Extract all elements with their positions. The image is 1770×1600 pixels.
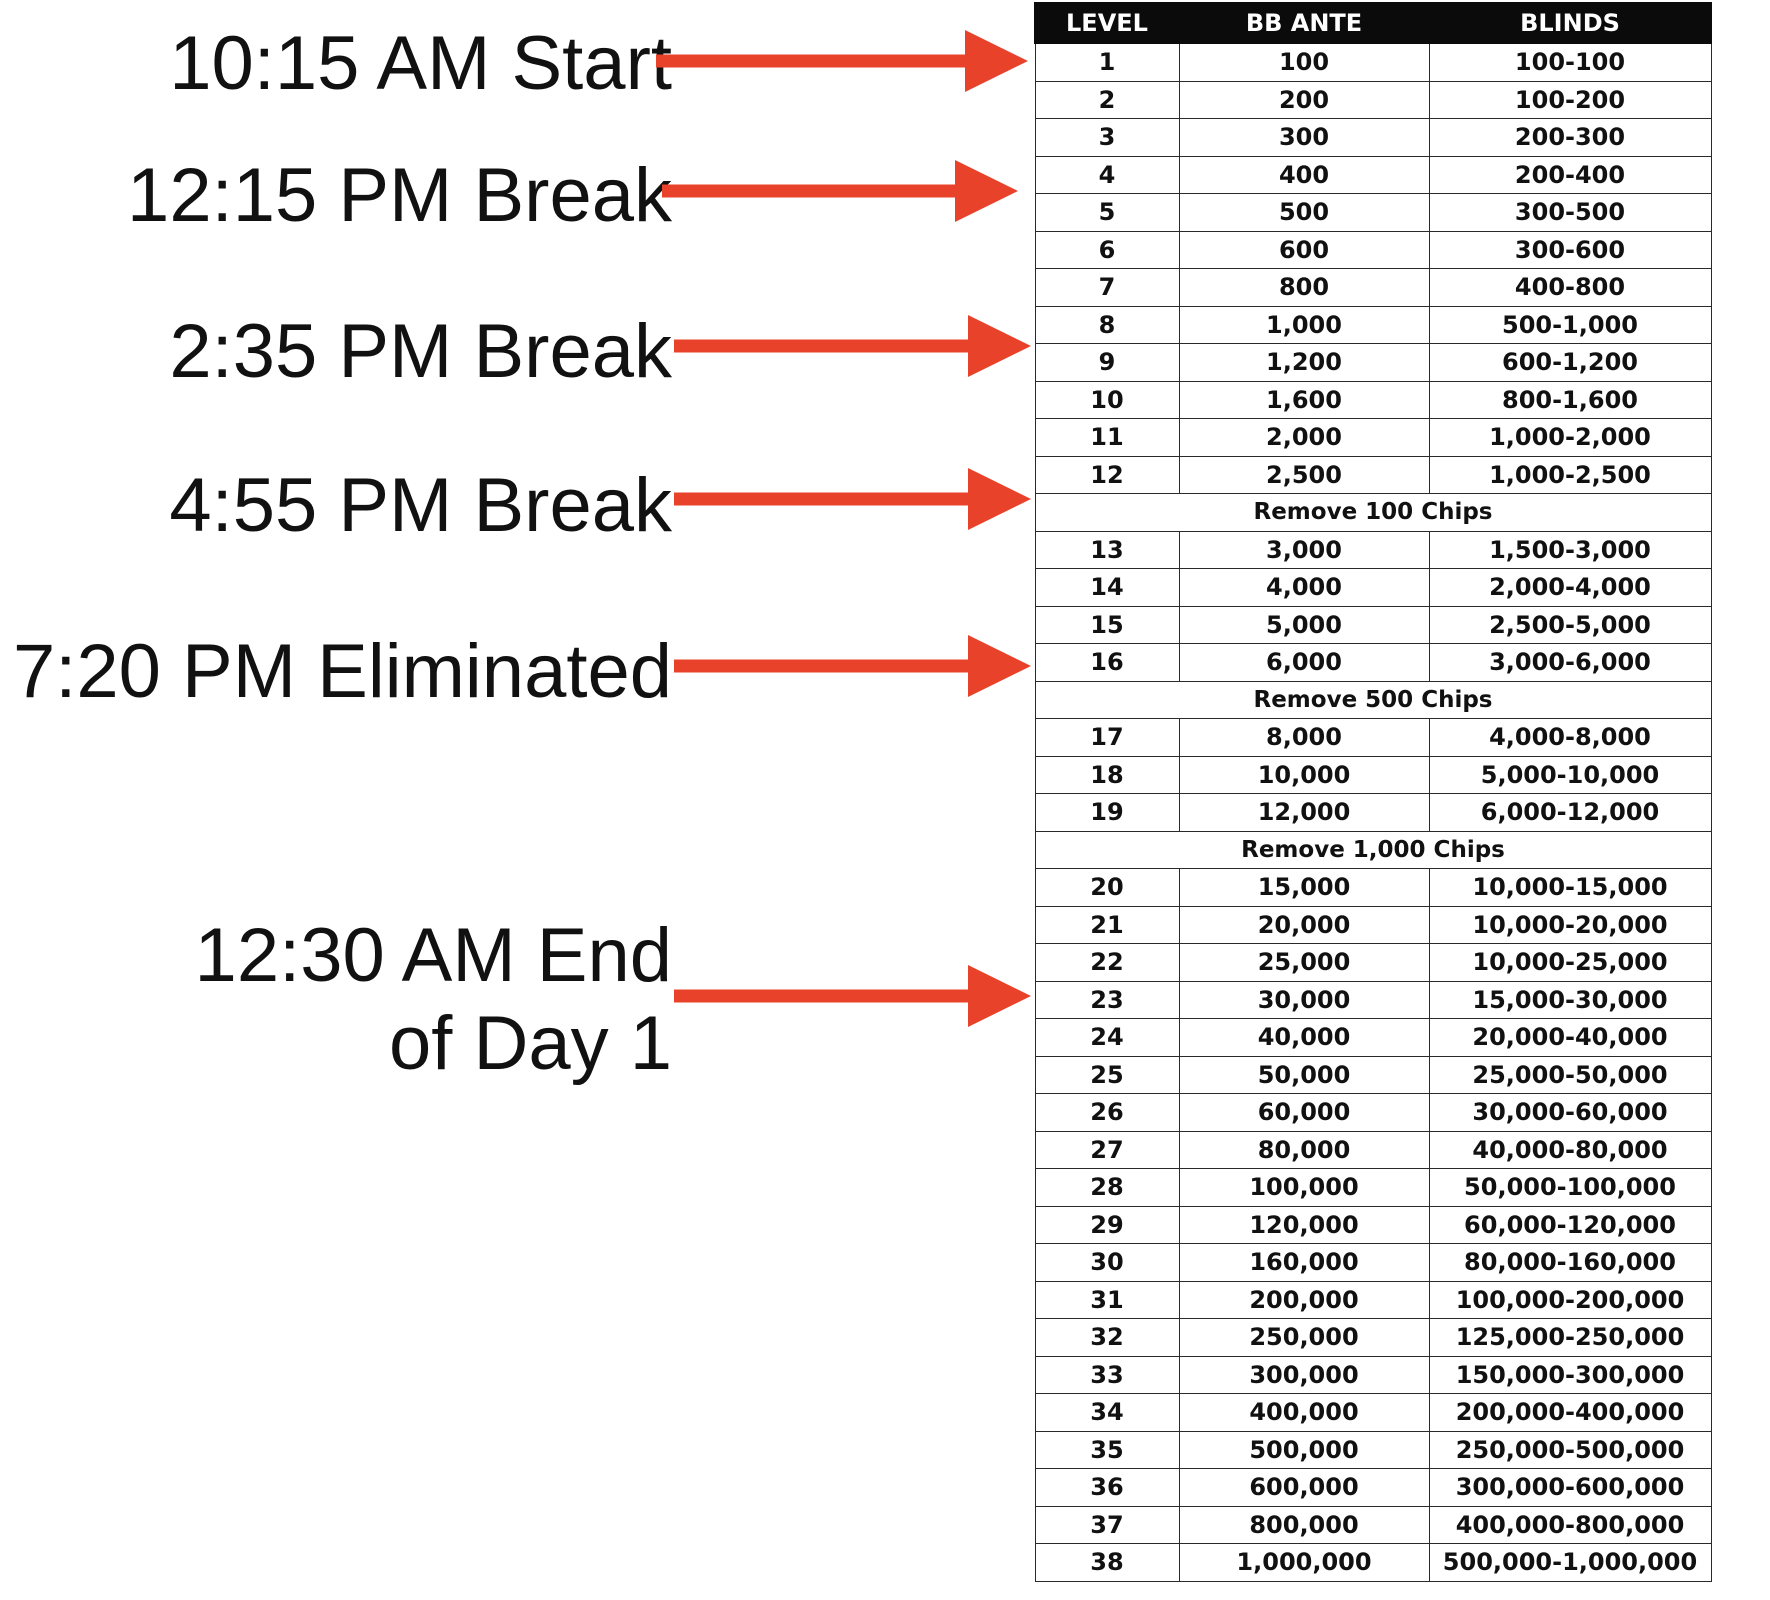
level-cell: 23 — [1035, 981, 1179, 1019]
blinds-cell: 150,000-300,000 — [1429, 1356, 1711, 1394]
table-row — [1035, 119, 1711, 157]
level-cell: 11 — [1035, 419, 1179, 457]
chip-removal-row — [1035, 494, 1711, 532]
level-cell: 8 — [1035, 306, 1179, 344]
level-cell: 14 — [1035, 569, 1179, 607]
blinds-cell: 5,000-10,000 — [1429, 756, 1711, 794]
table-row — [1035, 1131, 1711, 1169]
blinds-cell: 60,000-120,000 — [1429, 1206, 1711, 1244]
bb-ante-cell: 3,000 — [1179, 531, 1429, 569]
level-cell: 15 — [1035, 606, 1179, 644]
chip-removal-row — [1035, 681, 1711, 719]
blinds-cell: 3,000-6,000 — [1429, 644, 1711, 682]
blinds-cell: 200-400 — [1429, 156, 1711, 194]
annotation-break-1: 12:15 PM Break — [127, 153, 672, 238]
bb-ante-cell: 1,600 — [1179, 381, 1429, 419]
header-blinds: BLINDS — [1429, 3, 1711, 43]
level-cell: 1 — [1035, 43, 1179, 81]
level-cell: 17 — [1035, 719, 1179, 757]
bb-ante-cell: 20,000 — [1179, 906, 1429, 944]
table-row — [1035, 419, 1711, 457]
blinds-cell: 1,000-2,500 — [1429, 456, 1711, 494]
bb-ante-cell: 6,000 — [1179, 644, 1429, 682]
blinds-cell: 800-1,600 — [1429, 381, 1711, 419]
level-cell: 13 — [1035, 531, 1179, 569]
table-body — [1035, 43, 1711, 1581]
blinds-cell: 400-800 — [1429, 269, 1711, 307]
level-cell: 4 — [1035, 156, 1179, 194]
table-row — [1035, 306, 1711, 344]
table-row — [1035, 719, 1711, 757]
table-row — [1035, 344, 1711, 382]
bb-ante-cell: 500,000 — [1179, 1431, 1429, 1469]
blinds-cell: 250,000-500,000 — [1429, 1431, 1711, 1469]
bb-ante-cell: 80,000 — [1179, 1131, 1429, 1169]
bb-ante-cell: 600 — [1179, 231, 1429, 269]
blinds-cell: 10,000-25,000 — [1429, 944, 1711, 982]
blinds-cell: 200-300 — [1429, 119, 1711, 157]
bb-ante-cell: 10,000 — [1179, 756, 1429, 794]
level-cell: 25 — [1035, 1056, 1179, 1094]
table-row — [1035, 1469, 1711, 1507]
level-cell: 6 — [1035, 231, 1179, 269]
level-cell: 5 — [1035, 194, 1179, 232]
table-row — [1035, 644, 1711, 682]
table-row — [1035, 269, 1711, 307]
annotation-eliminated: 7:20 PM Eliminated — [13, 629, 672, 714]
level-cell: 2 — [1035, 81, 1179, 119]
table-row — [1035, 1319, 1711, 1357]
arrow-break-2 — [674, 315, 1031, 377]
table-row — [1035, 43, 1711, 81]
blinds-cell: 600-1,200 — [1429, 344, 1711, 382]
blinds-cell: 20,000-40,000 — [1429, 1019, 1711, 1057]
level-cell: 22 — [1035, 944, 1179, 982]
level-cell: 31 — [1035, 1281, 1179, 1319]
blinds-cell: 100,000-200,000 — [1429, 1281, 1711, 1319]
blinds-cell: 500-1,000 — [1429, 306, 1711, 344]
bb-ante-cell: 800 — [1179, 269, 1429, 307]
table-row — [1035, 1431, 1711, 1469]
table-row — [1035, 381, 1711, 419]
blinds-cell: 30,000-60,000 — [1429, 1094, 1711, 1132]
bb-ante-cell: 400,000 — [1179, 1394, 1429, 1432]
blinds-cell: 200,000-400,000 — [1429, 1394, 1711, 1432]
blind-schedule-table — [1034, 2, 1712, 1582]
table-row — [1035, 456, 1711, 494]
level-cell: 37 — [1035, 1506, 1179, 1544]
level-cell: 16 — [1035, 644, 1179, 682]
level-cell: 3 — [1035, 119, 1179, 157]
level-cell: 12 — [1035, 456, 1179, 494]
bb-ante-cell: 250,000 — [1179, 1319, 1429, 1357]
table-row — [1035, 1244, 1711, 1282]
blinds-cell: 300,000-600,000 — [1429, 1469, 1711, 1507]
blinds-cell: 10,000-15,000 — [1429, 869, 1711, 907]
bb-ante-cell: 300 — [1179, 119, 1429, 157]
blinds-cell: 25,000-50,000 — [1429, 1056, 1711, 1094]
bb-ante-cell: 600,000 — [1179, 1469, 1429, 1507]
bb-ante-cell: 200,000 — [1179, 1281, 1429, 1319]
bb-ante-cell: 5,000 — [1179, 606, 1429, 644]
bb-ante-cell: 2,500 — [1179, 456, 1429, 494]
bb-ante-cell: 300,000 — [1179, 1356, 1429, 1394]
blinds-cell: 1,500-3,000 — [1429, 531, 1711, 569]
level-cell: 36 — [1035, 1469, 1179, 1507]
table-row — [1035, 756, 1711, 794]
chip-removal-row — [1035, 831, 1711, 869]
chip-removal-note: Remove 500 Chips — [1035, 681, 1711, 719]
blinds-cell: 2,500-5,000 — [1429, 606, 1711, 644]
blinds-cell: 300-600 — [1429, 231, 1711, 269]
table-row — [1035, 1019, 1711, 1057]
level-cell: 26 — [1035, 1094, 1179, 1132]
chip-removal-note: Remove 1,000 Chips — [1035, 831, 1711, 869]
table-row — [1035, 1056, 1711, 1094]
bb-ante-cell: 50,000 — [1179, 1056, 1429, 1094]
blinds-cell: 300-500 — [1429, 194, 1711, 232]
bb-ante-cell: 25,000 — [1179, 944, 1429, 982]
arrow-eliminated — [674, 635, 1031, 697]
blinds-cell: 100-100 — [1429, 43, 1711, 81]
table-row — [1035, 1169, 1711, 1207]
level-cell: 27 — [1035, 1131, 1179, 1169]
level-cell: 20 — [1035, 869, 1179, 907]
level-cell: 38 — [1035, 1544, 1179, 1582]
table-row — [1035, 531, 1711, 569]
arrow-start — [656, 30, 1028, 92]
bb-ante-cell: 200 — [1179, 81, 1429, 119]
table-row — [1035, 606, 1711, 644]
blinds-cell: 2,000-4,000 — [1429, 569, 1711, 607]
blinds-cell: 80,000-160,000 — [1429, 1244, 1711, 1282]
table-row — [1035, 1281, 1711, 1319]
blinds-cell: 6,000-12,000 — [1429, 794, 1711, 832]
bb-ante-cell: 8,000 — [1179, 719, 1429, 757]
level-cell: 18 — [1035, 756, 1179, 794]
blinds-cell: 15,000-30,000 — [1429, 981, 1711, 1019]
blinds-cell: 10,000-20,000 — [1429, 906, 1711, 944]
blinds-cell: 125,000-250,000 — [1429, 1319, 1711, 1357]
annotation-end-line-1: 12:30 AM End — [194, 913, 672, 998]
level-cell: 32 — [1035, 1319, 1179, 1357]
bb-ante-cell: 1,000,000 — [1179, 1544, 1429, 1582]
table-row — [1035, 1356, 1711, 1394]
bb-ante-cell: 60,000 — [1179, 1094, 1429, 1132]
bb-ante-cell: 12,000 — [1179, 794, 1429, 832]
bb-ante-cell: 100 — [1179, 43, 1429, 81]
table-header-row — [1035, 3, 1711, 43]
blinds-cell: 400,000-800,000 — [1429, 1506, 1711, 1544]
arrow-break-1 — [662, 160, 1018, 222]
arrow-break-3 — [674, 468, 1031, 530]
bb-ante-cell: 400 — [1179, 156, 1429, 194]
table-row — [1035, 194, 1711, 232]
arrow-end-of-day — [674, 965, 1031, 1027]
bb-ante-cell: 160,000 — [1179, 1244, 1429, 1282]
bb-ante-cell: 2,000 — [1179, 419, 1429, 457]
bb-ante-cell: 500 — [1179, 194, 1429, 232]
annotation-break-2: 2:35 PM Break — [169, 309, 672, 394]
bb-ante-cell: 40,000 — [1179, 1019, 1429, 1057]
annotation-start: 10:15 AM Start — [169, 21, 672, 106]
level-cell: 19 — [1035, 794, 1179, 832]
chip-removal-note: Remove 100 Chips — [1035, 494, 1711, 532]
table-row — [1035, 981, 1711, 1019]
bb-ante-cell: 4,000 — [1179, 569, 1429, 607]
bb-ante-cell: 1,200 — [1179, 344, 1429, 382]
level-cell: 30 — [1035, 1244, 1179, 1282]
level-cell: 10 — [1035, 381, 1179, 419]
bb-ante-cell: 100,000 — [1179, 1169, 1429, 1207]
table-row — [1035, 1094, 1711, 1132]
blinds-cell: 4,000-8,000 — [1429, 719, 1711, 757]
table-row — [1035, 1544, 1711, 1582]
bb-ante-cell: 1,000 — [1179, 306, 1429, 344]
bb-ante-cell: 15,000 — [1179, 869, 1429, 907]
table-row — [1035, 569, 1711, 607]
table-row — [1035, 1394, 1711, 1432]
blinds-cell: 40,000-80,000 — [1429, 1131, 1711, 1169]
table-row — [1035, 869, 1711, 907]
blinds-cell: 500,000-1,000,000 — [1429, 1544, 1711, 1582]
header-level: LEVEL — [1035, 3, 1179, 43]
table-row — [1035, 1206, 1711, 1244]
level-cell: 29 — [1035, 1206, 1179, 1244]
blinds-cell: 50,000-100,000 — [1429, 1169, 1711, 1207]
level-cell: 7 — [1035, 269, 1179, 307]
table-row — [1035, 944, 1711, 982]
bb-ante-cell: 30,000 — [1179, 981, 1429, 1019]
header-bb-ante: BB ANTE — [1179, 3, 1429, 43]
level-cell: 28 — [1035, 1169, 1179, 1207]
table-row — [1035, 1506, 1711, 1544]
table-row — [1035, 231, 1711, 269]
level-cell: 21 — [1035, 906, 1179, 944]
level-cell: 35 — [1035, 1431, 1179, 1469]
blinds-cell: 100-200 — [1429, 81, 1711, 119]
bb-ante-cell: 120,000 — [1179, 1206, 1429, 1244]
table-row — [1035, 81, 1711, 119]
level-cell: 9 — [1035, 344, 1179, 382]
blinds-cell: 1,000-2,000 — [1429, 419, 1711, 457]
table-row — [1035, 156, 1711, 194]
annotation-break-3: 4:55 PM Break — [169, 463, 672, 548]
table-row — [1035, 906, 1711, 944]
level-cell: 24 — [1035, 1019, 1179, 1057]
bb-ante-cell: 800,000 — [1179, 1506, 1429, 1544]
level-cell: 33 — [1035, 1356, 1179, 1394]
level-cell: 34 — [1035, 1394, 1179, 1432]
table-row — [1035, 794, 1711, 832]
annotation-end-line-2: of Day 1 — [388, 1001, 672, 1086]
